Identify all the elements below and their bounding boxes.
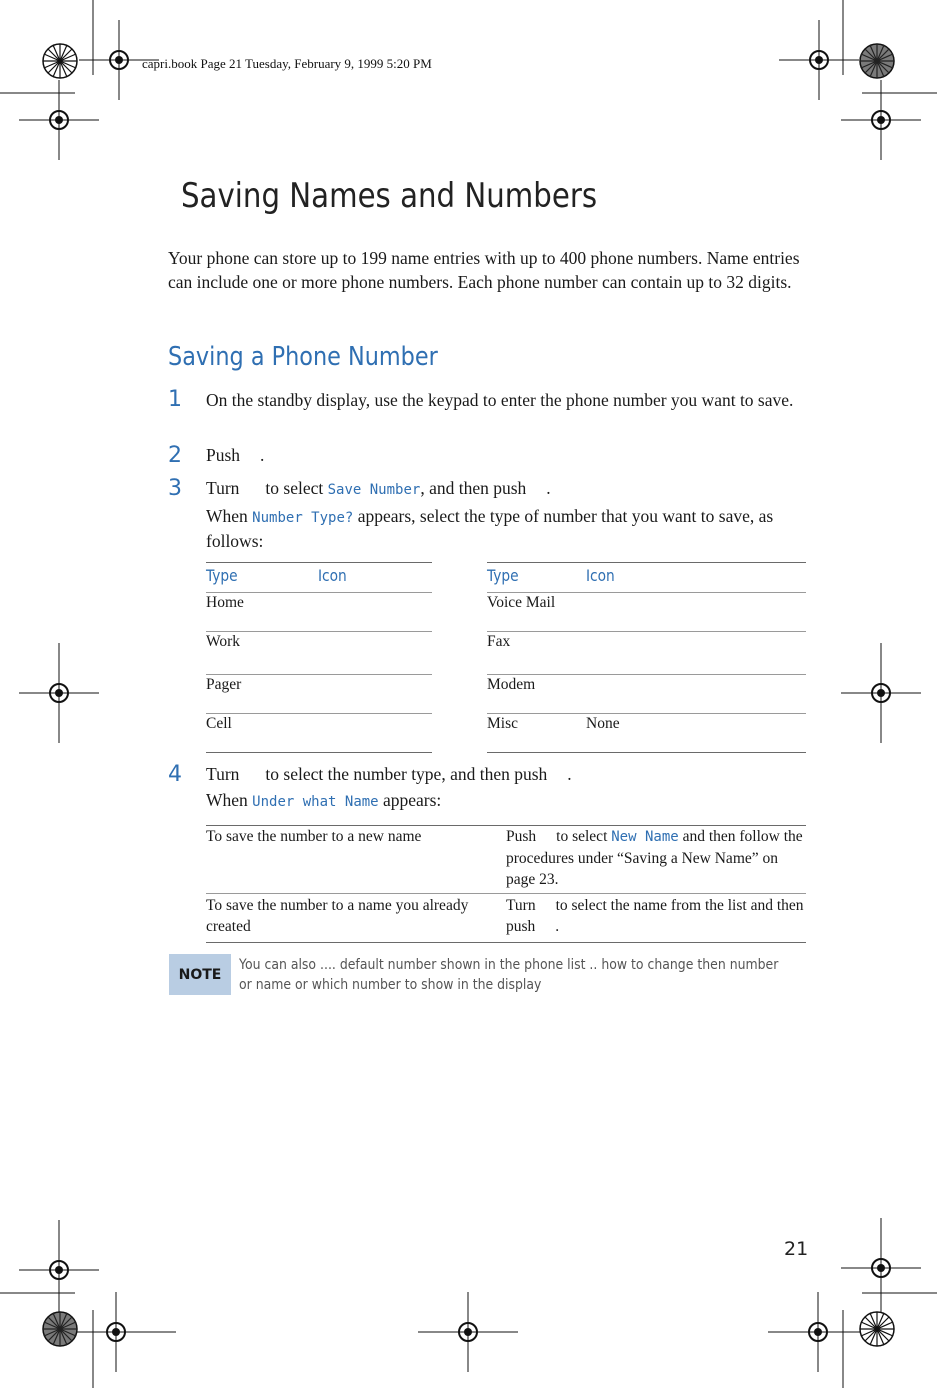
crosshair-icon	[418, 1292, 518, 1372]
table-cell: Cell	[206, 715, 232, 732]
display-text: New Name	[611, 829, 679, 845]
choice-case: To save the number to a new name	[206, 828, 422, 845]
table-cell: Home	[206, 594, 244, 611]
display-text: Under what Name	[252, 793, 379, 810]
choice-case: To save the number to a name you already created	[206, 897, 469, 935]
table-cell: Misc	[487, 715, 518, 732]
step-text: Turn to select the number type, and then push . When Under what Name appears:	[206, 764, 572, 810]
section-title: Saving a Phone Number	[168, 342, 438, 372]
step-number: 4	[168, 762, 182, 787]
choice-action: Push to select New Name and then follow the procedures under “Saving a New Name” on page 23.	[506, 828, 803, 888]
starburst-icon	[42, 43, 78, 79]
print-slug: capri.book Page 21 Tuesday, February 9, 1999 5:20 PM	[142, 56, 432, 71]
table-header-icon: Icon	[318, 566, 347, 585]
table-cell: Voice Mail	[487, 594, 556, 611]
page-number: 21	[784, 1238, 809, 1260]
step-text: On the standby display, use the keypad to enter the phone number you want to save.	[206, 390, 794, 410]
crosshair-icon	[841, 80, 921, 160]
starburst-icon	[42, 1311, 78, 1347]
table-cell: Modem	[487, 676, 536, 693]
intro-paragraph: Your phone can store up to 199 name entries with up to 400 phone numbers. Name entries can include one or more phone numbers. Each phone number can contain up to 32 digits.	[168, 248, 800, 292]
table-header-icon: Icon	[586, 566, 615, 585]
table-cell: Fax	[487, 633, 511, 650]
choice-action: Turn to select the name from the list and then push .	[506, 897, 804, 935]
starburst-icon	[859, 43, 895, 79]
table-header-type: Type	[206, 566, 238, 585]
step-number: 1	[168, 387, 182, 412]
step-verb: Turn	[206, 764, 240, 784]
note-text: You can also .... default number shown in the phone list .. how to change then number or name or which number to show in the display	[239, 957, 779, 993]
crosshair-icon	[19, 80, 99, 160]
table-header-type: Type	[487, 566, 519, 585]
crosshair-icon	[19, 643, 99, 743]
table-cell-icon: None	[586, 715, 620, 732]
step-text: Turn to select Save Number, and then push . When Number Type? appears, select the type of number that you want to save, as follows:	[206, 478, 774, 551]
display-text: Number Type?	[252, 509, 354, 526]
display-text: Save Number	[327, 482, 421, 498]
table-cell: Work	[206, 633, 241, 650]
crosshair-icon	[768, 1292, 868, 1372]
crosshair-icon	[841, 643, 921, 743]
page-title: Saving Names and Numbers	[181, 176, 598, 216]
note-label: NOTE	[169, 954, 231, 995]
step-text: Push .	[206, 445, 265, 465]
step-number: 3	[168, 476, 182, 501]
step-verb: Push	[206, 445, 241, 465]
step-number: 2	[168, 443, 182, 468]
table-cell: Pager	[206, 676, 242, 693]
starburst-icon	[859, 1311, 895, 1347]
step-verb: Turn	[206, 478, 240, 498]
